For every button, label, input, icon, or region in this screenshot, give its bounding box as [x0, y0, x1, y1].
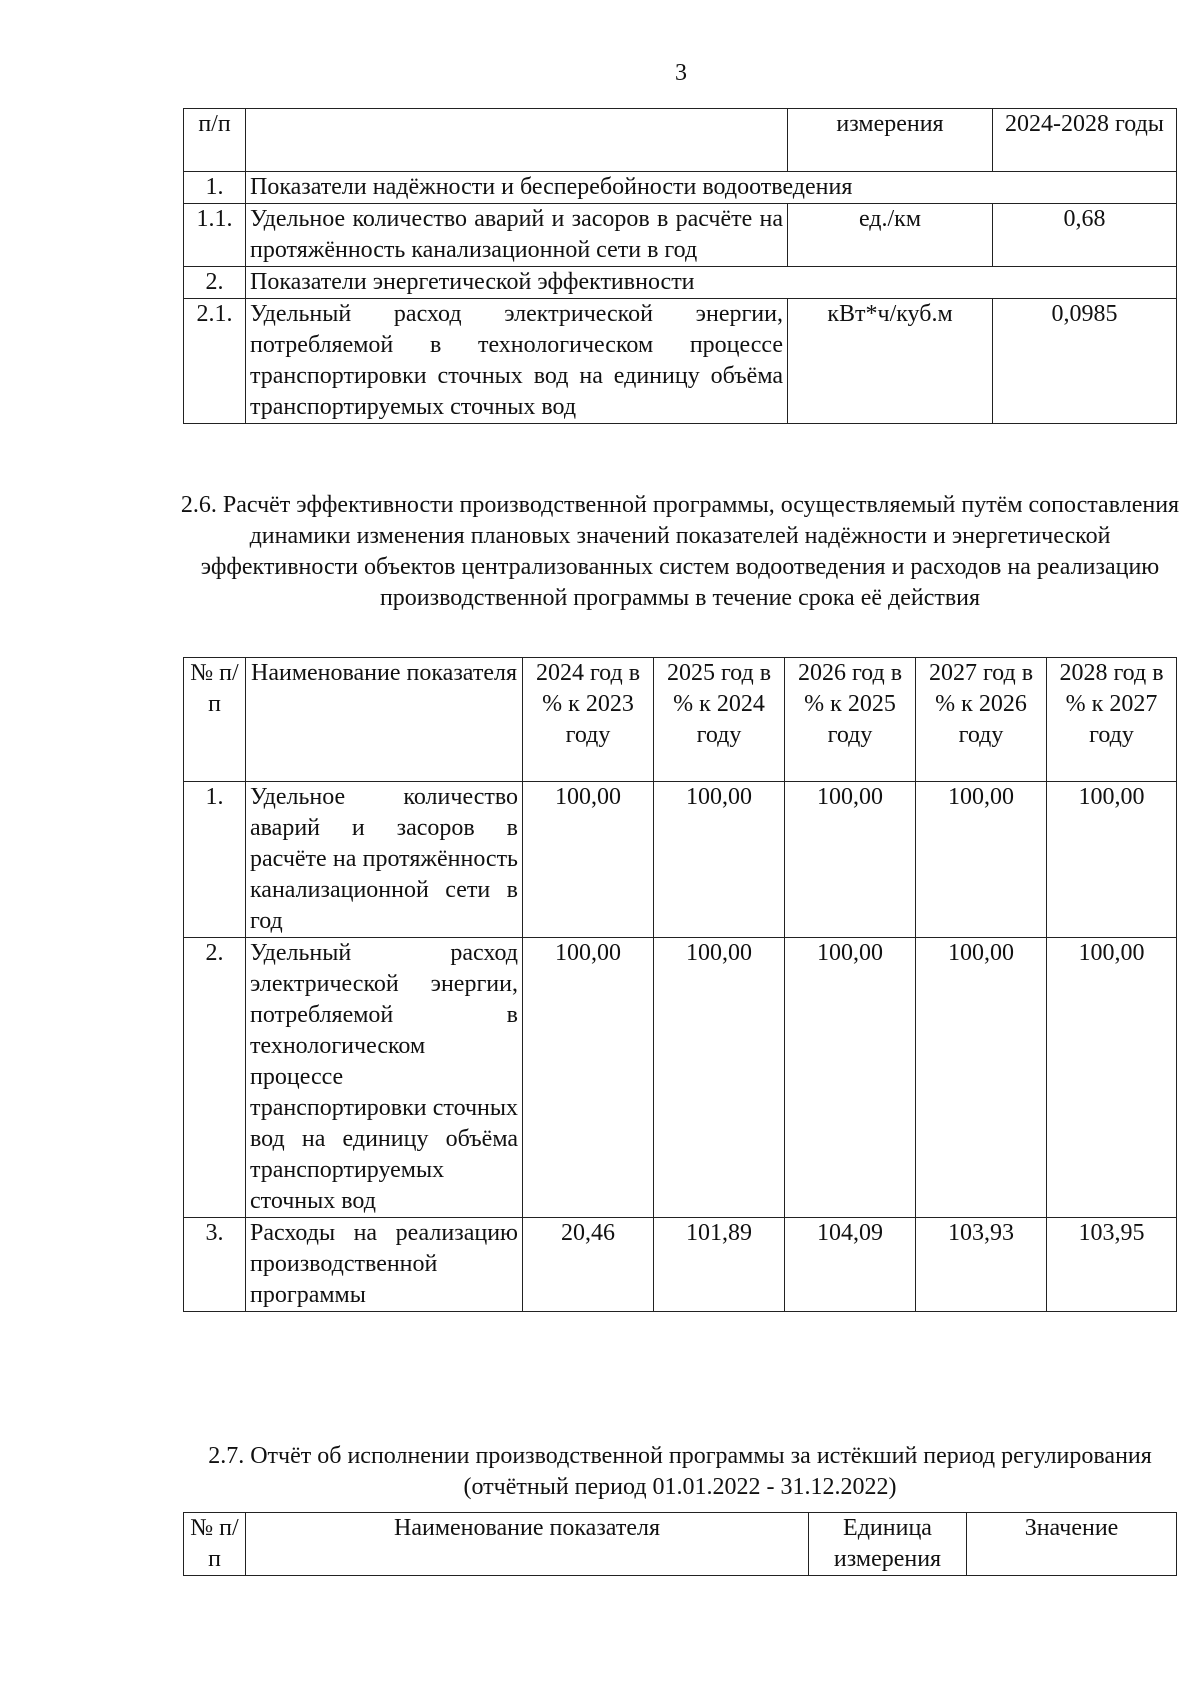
row-name: Удельный расход электрической энергии, потребляемой в технологическом процессе транспортировки сточных вод на единицу объёма транспортируемых сточных вод [246, 938, 523, 1218]
row-value: 0,0985 [993, 299, 1177, 424]
row-name: Удельный расход электрической энергии, потребляемой в технологическом процессе транспортировки сточных вод на единицу объёма транспортируемых сточных вод [246, 299, 788, 424]
header-year: 2024 год в % к 2023 году [523, 658, 654, 782]
header-name: Наименование показателя [246, 1513, 809, 1576]
row-value: 100,00 [654, 938, 785, 1218]
header-year: 2025 год в % к 2024 году [654, 658, 785, 782]
table-row [184, 782, 1177, 938]
header-name [246, 109, 788, 172]
header-year: 2028 год в % к 2027 году [1047, 658, 1177, 782]
row-value: 100,00 [1047, 938, 1177, 1218]
header-num: п/п [184, 109, 246, 172]
row-value: 100,00 [916, 938, 1047, 1218]
header-num: № п/п [184, 658, 246, 782]
row-num: 1. [184, 782, 246, 938]
row-num: 2. [184, 267, 246, 299]
section-heading-2-7: 2.7. Отчёт об исполнении производственной программы за истёкший период регулирования (отчётный период 01.01.2022 - 31.12.2022) [208, 1443, 1152, 1500]
row-value: 20,46 [523, 1218, 654, 1312]
header-year: 2026 год в % к 2025 году [785, 658, 916, 782]
indicators-table [183, 108, 1177, 424]
row-num: 3. [184, 1218, 246, 1312]
header-name: Наименование показателя [246, 658, 523, 782]
row-value: 100,00 [785, 782, 916, 938]
table-row [184, 299, 1177, 424]
header-period: 2024-2028 годы [993, 109, 1177, 172]
row-value: 103,95 [1047, 1218, 1177, 1312]
row-num: 2. [184, 938, 246, 1218]
section-title: Показатели надёжности и бесперебойности водоотведения [246, 172, 1177, 204]
table-row [184, 172, 1177, 204]
row-value: 104,09 [785, 1218, 916, 1312]
header-unit: измерения [788, 109, 993, 172]
header-value: Значение [967, 1513, 1177, 1576]
row-name: Удельное количество аварий и засоров в расчёте на протяжённость канализационной сети в год [246, 204, 788, 267]
page-number: 3 [675, 60, 687, 86]
section-title: Показатели энергетической эффективности [246, 267, 1177, 299]
row-value: 100,00 [654, 782, 785, 938]
row-value: 100,00 [785, 938, 916, 1218]
row-value: 100,00 [523, 782, 654, 938]
section-heading-2-6: 2.6. Расчёт эффективности производственной программы, осуществляемый путём сопоставления динамики изменения плановых значений показателей надёжности и энергетической эффективности объектов централизованных систем водоотведения и расходов на реализацию производственной программы в течение срока её действия [180, 492, 1180, 611]
row-value: 100,00 [523, 938, 654, 1218]
table-row [184, 267, 1177, 299]
row-value: 0,68 [993, 204, 1177, 267]
report-table [183, 1512, 1177, 1576]
row-name: Удельное количество аварий и засоров в расчёте на протяжённость канализационной сети в год [246, 782, 523, 938]
row-value: 103,93 [916, 1218, 1047, 1312]
row-num: 2.1. [184, 299, 246, 424]
row-num: 1.1. [184, 204, 246, 267]
header-year: 2027 год в % к 2026 году [916, 658, 1047, 782]
table-header-row [184, 109, 1177, 172]
efficiency-table [183, 657, 1177, 1312]
row-value: 100,00 [916, 782, 1047, 938]
row-name: Расходы на реализацию производственной программы [246, 1218, 523, 1312]
row-value: 101,89 [654, 1218, 785, 1312]
row-value: 100,00 [1047, 782, 1177, 938]
header-num: № п/п [184, 1513, 246, 1576]
row-num: 1. [184, 172, 246, 204]
table-row [184, 938, 1177, 1218]
table-row [184, 204, 1177, 267]
header-unit: Единица измерения [809, 1513, 967, 1576]
row-unit: ед./км [788, 204, 993, 267]
table-header-row [184, 658, 1177, 782]
table-header-row [184, 1513, 1177, 1576]
table-row [184, 1218, 1177, 1312]
row-unit: кВт*ч/куб.м [788, 299, 993, 424]
